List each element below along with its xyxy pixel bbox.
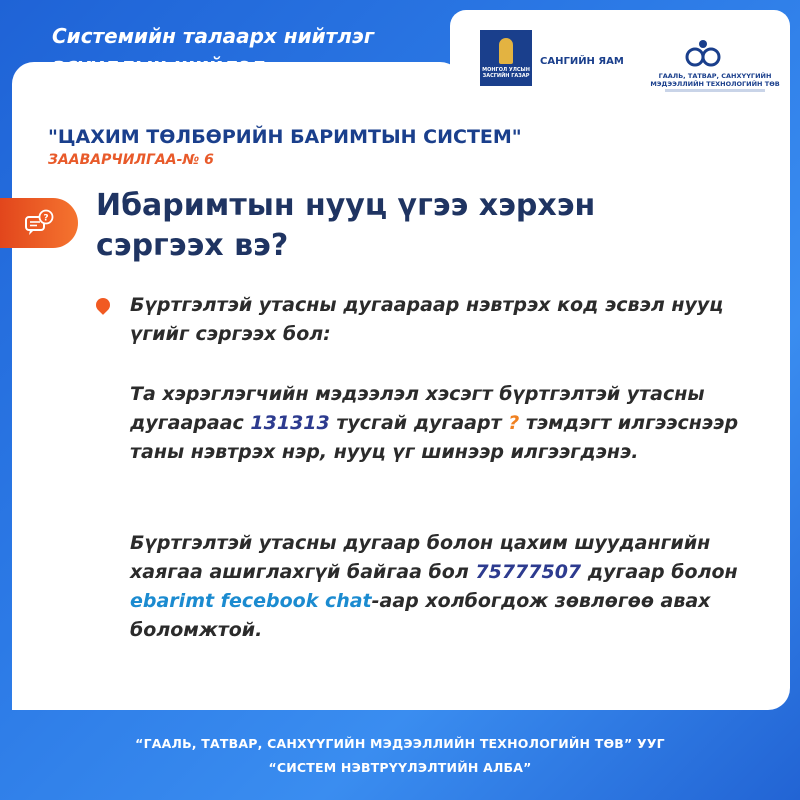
sms-number: 131313 bbox=[250, 412, 330, 434]
p3-text-b: дугаар болон bbox=[581, 561, 738, 583]
footer-line2: “СИСТЕМ НЭВТРҮҮЛЭЛТИЙН АЛБА” bbox=[268, 760, 532, 775]
p2-text-c: тэмдэгт илгээснээр таны нэвтрэх нэр, нууц үг шинээр илгээгдэнэ. bbox=[130, 412, 739, 463]
hotline-number: 75777507 bbox=[475, 561, 582, 583]
facebook-chat-link[interactable]: ebarimt fecebook chat bbox=[130, 590, 372, 612]
question-title-line2: сэргээх вэ? bbox=[96, 228, 289, 263]
footer bbox=[0, 732, 800, 780]
p3-text-c: -аар холбогдож зөвлөгөө авах боломжтой. bbox=[130, 590, 711, 641]
question-title bbox=[96, 186, 716, 266]
mof-caption: МОНГОЛ УЛСЫН ЗАСГИЙН ГАЗАР bbox=[482, 66, 530, 79]
paragraph-sms-instructions bbox=[130, 380, 780, 467]
paragraph-contact-instructions bbox=[130, 529, 780, 645]
soyombo-emblem-icon bbox=[480, 30, 532, 86]
system-title: "ЦАХИМ ТӨЛБӨРИЙН БАРИМТЫН СИСТЕМ" bbox=[48, 126, 522, 148]
p2-text-b: тусгай дугаарт bbox=[329, 412, 509, 434]
chat-tab bbox=[0, 198, 78, 248]
tax-center-subline bbox=[665, 89, 765, 92]
svg-text:?: ? bbox=[43, 213, 49, 224]
header-title-line1: Системийн талаарх нийтлэг bbox=[52, 24, 375, 48]
paragraph-reset-intro: Бүртгэлтэй утасны дугаараар нэвтрэх код эсвэл нууц үгийг сэргээх бол: bbox=[130, 294, 724, 345]
p2-text-a: Та хэрэглэгчийн мэдээлэл хэсэгт бүртгэлтэй утасны дугаараас bbox=[130, 383, 705, 434]
question-title-line1: Ибаримтын нууц үгээ хэрхэн bbox=[96, 188, 596, 223]
question-symbol: ? bbox=[508, 412, 520, 434]
logo-panel bbox=[450, 10, 790, 100]
card-top-tab bbox=[12, 62, 462, 102]
tax-center-emblem-icon bbox=[678, 38, 728, 68]
mof-name: САНГИЙН ЯАМ bbox=[540, 56, 624, 67]
chat-question-icon bbox=[24, 209, 54, 237]
tax-center-name: ГААЛЬ, ТАТВАР, САНХҮҮГИЙН МЭДЭЭЛЛИЙН ТЕХНОЛОГИЙН ТӨВ bbox=[650, 72, 780, 88]
instruction-number: ЗААВАРЧИЛГАА-№ 6 bbox=[48, 152, 214, 168]
p3-text-a: Бүртгэлтэй утасны дугаар болон цахим шуудангийн хаягаа ашиглахгүй байгаа бол bbox=[130, 532, 711, 583]
footer-line1: “ГААЛЬ, ТАТВАР, САНХҮҮГИЙН МЭДЭЭЛЛИЙН ТЕХНОЛОГИЙН ТӨВ” УУГ bbox=[135, 736, 665, 751]
